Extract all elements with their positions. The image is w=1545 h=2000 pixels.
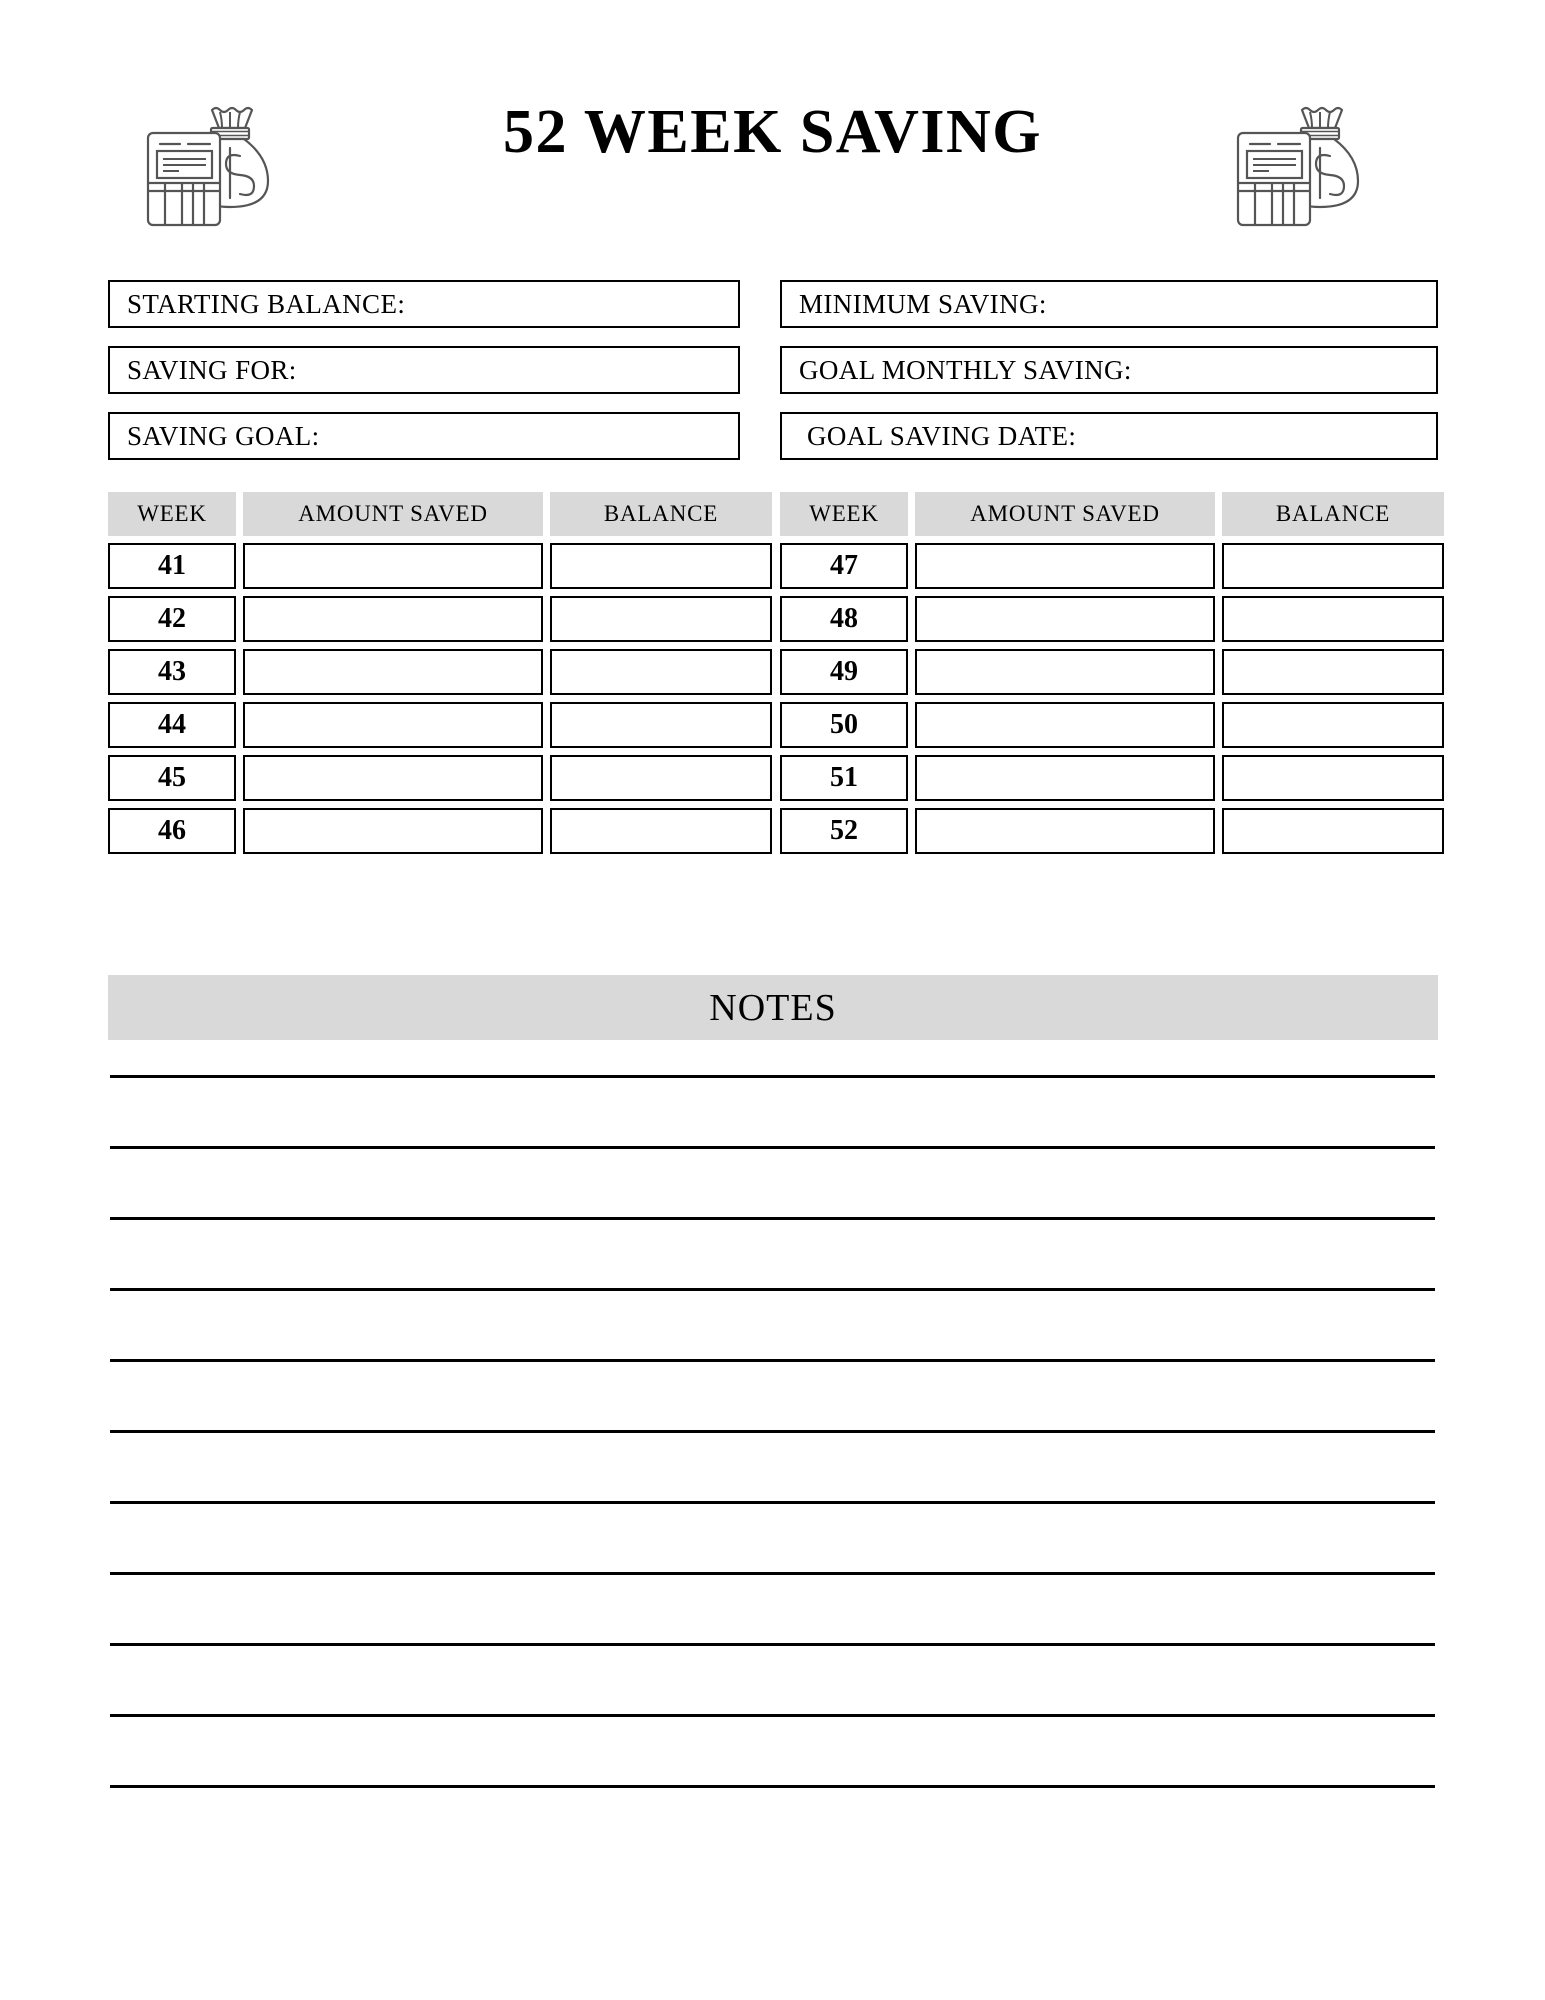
table-header-row [780,492,1444,536]
balance-input[interactable] [1222,808,1444,854]
balance-input[interactable] [550,808,772,854]
weeks-47-52-table [780,492,1444,854]
saving-for-label: SAVING FOR: [127,355,297,385]
amount-saved-input[interactable] [243,596,543,642]
money-bag-calculator-icon [1228,78,1378,233]
week-number-cell [780,702,908,748]
notes-line[interactable] [110,1146,1435,1149]
notes-line[interactable] [110,1430,1435,1433]
notes-title: NOTES [709,986,837,1029]
week-number: 52 [830,815,858,846]
week-number-cell [108,649,236,695]
week-number: 48 [830,603,858,634]
table-header-row [108,492,772,536]
notes-line[interactable] [110,1288,1435,1291]
table-row [108,596,772,642]
amount-saved-input[interactable] [243,543,543,589]
week-number: 51 [830,762,858,793]
saving-for-field[interactable] [108,346,740,394]
minimum-saving-field[interactable] [780,280,1438,328]
notes-line[interactable] [110,1714,1435,1717]
table-row [780,755,1444,801]
week-number-cell [780,808,908,854]
saving-goal-field[interactable] [108,412,740,460]
summary-fields-right-column [780,280,1438,478]
week-number-cell [780,596,908,642]
balance-input[interactable] [550,702,772,748]
amount-saved-input[interactable] [243,649,543,695]
table-row [108,649,772,695]
minimum-saving-label: MINIMUM SAVING: [799,289,1047,319]
column-header-balance: BALANCE [1222,492,1444,536]
balance-input[interactable] [1222,649,1444,695]
amount-saved-input[interactable] [915,543,1215,589]
amount-saved-input[interactable] [243,702,543,748]
table-row [780,596,1444,642]
amount-saved-input[interactable] [243,755,543,801]
week-number-cell [108,755,236,801]
column-header-amount-saved: AMOUNT SAVED [243,492,543,536]
balance-input[interactable] [550,755,772,801]
amount-saved-input[interactable] [915,808,1215,854]
week-number-cell [108,808,236,854]
amount-saved-input[interactable] [915,702,1215,748]
goal-monthly-saving-field[interactable] [780,346,1438,394]
balance-input[interactable] [1222,702,1444,748]
notes-lines-area [110,1075,1435,1856]
column-header-week: WEEK [780,492,908,536]
starting-balance-label: STARTING BALANCE: [127,289,406,319]
amount-saved-input[interactable] [243,808,543,854]
notes-line[interactable] [110,1643,1435,1646]
summary-fields-left-column [108,280,740,478]
balance-input[interactable] [1222,543,1444,589]
week-number: 41 [158,550,186,581]
goal-monthly-saving-label: GOAL MONTHLY SAVING: [799,355,1132,385]
table-row [108,702,772,748]
week-number-cell [108,596,236,642]
notes-line[interactable] [110,1217,1435,1220]
column-header-amount-saved: AMOUNT SAVED [915,492,1215,536]
week-number: 43 [158,656,186,687]
table-row [108,543,772,589]
week-number: 44 [158,709,186,740]
balance-input[interactable] [550,649,772,695]
notes-line[interactable] [110,1785,1435,1788]
weeks-41-46-table [108,492,772,854]
week-number-cell [780,755,908,801]
week-number: 45 [158,762,186,793]
week-number: 46 [158,815,186,846]
week-number: 47 [830,550,858,581]
balance-input[interactable] [1222,755,1444,801]
page-header [0,0,1545,270]
starting-balance-field[interactable] [108,280,740,328]
balance-input[interactable] [1222,596,1444,642]
goal-saving-date-label: GOAL SAVING DATE: [807,421,1077,451]
table-row [108,808,772,854]
week-number-cell [108,702,236,748]
column-header-week: WEEK [108,492,236,536]
balance-input[interactable] [550,543,772,589]
amount-saved-input[interactable] [915,649,1215,695]
amount-saved-input[interactable] [915,596,1215,642]
table-row [780,808,1444,854]
page-title: 52 WEEK SAVING [503,98,1042,166]
week-number: 42 [158,603,186,634]
notes-line[interactable] [110,1572,1435,1575]
table-row [780,702,1444,748]
amount-saved-input[interactable] [915,755,1215,801]
table-row [108,755,772,801]
week-number-cell [108,543,236,589]
column-header-balance: BALANCE [550,492,772,536]
week-number-cell [780,543,908,589]
notes-line[interactable] [110,1075,1435,1078]
notes-line[interactable] [110,1359,1435,1362]
notes-line[interactable] [110,1501,1435,1504]
notes-banner [108,975,1438,1040]
goal-saving-date-field[interactable] [780,412,1438,460]
week-number: 49 [830,656,858,687]
table-row [780,543,1444,589]
balance-input[interactable] [550,596,772,642]
week-number: 50 [830,709,858,740]
table-row [780,649,1444,695]
week-number-cell [780,649,908,695]
saving-goal-label: SAVING GOAL: [127,421,320,451]
